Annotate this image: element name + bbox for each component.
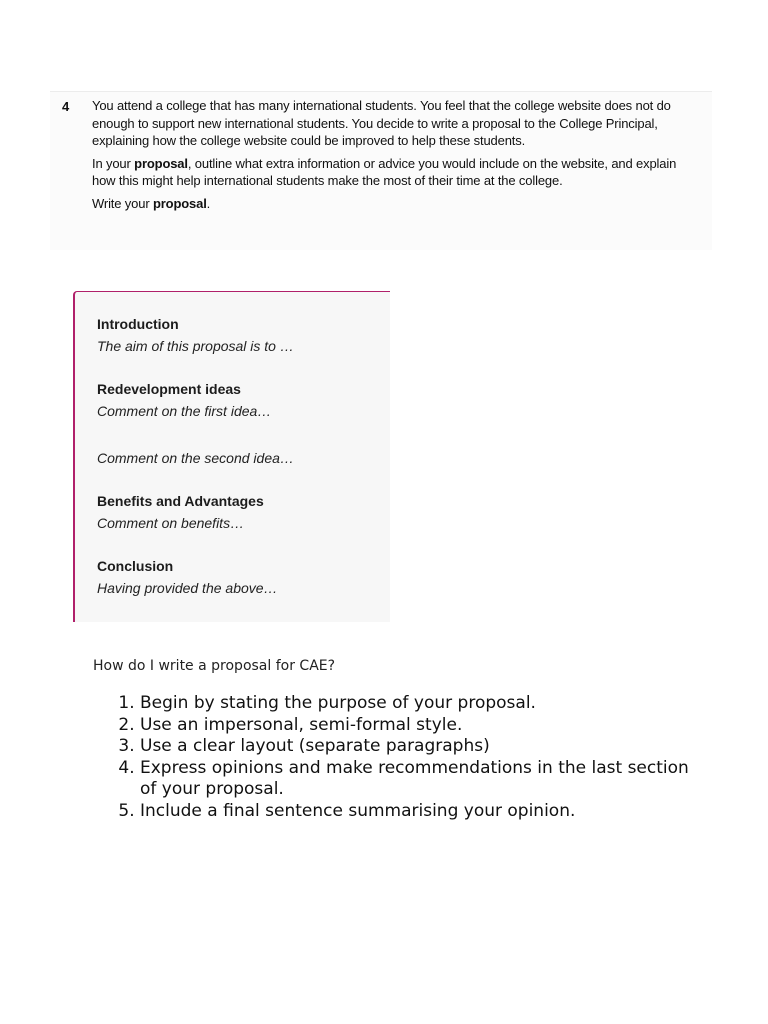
task-instruction-bold: proposal [152, 195, 207, 211]
step-item: 2. Use an impersonal, semi-formal style. [140, 715, 700, 737]
task-paragraph-2-rest: , outline what extra information or advice you would include on the website, and explain how this might help international students make the most of their time at the college. [92, 155, 677, 188]
task-instruction [92, 195, 682, 213]
task-instruction-end: . [206, 195, 211, 211]
task-paragraph-1: You attend a college that has many international students. You feel that the college website does not do enough to support new international students. You decide to write a proposal to the College Principal, explaining how the college website could be improved to help these students. [92, 98, 671, 148]
outline-sections [97, 314, 382, 598]
task-instruction-lead: Write your [92, 195, 153, 211]
task-paragraph-2-bold: proposal [134, 155, 188, 171]
outline-hint-introduction: The aim of this proposal is to … [97, 338, 294, 354]
proposal-outline-card [73, 291, 390, 622]
outline-heading-conclusion: Conclusion [97, 558, 174, 574]
task-prompt-block [50, 91, 712, 250]
outline-hint-conclusion: Having provided the above… [97, 580, 278, 596]
outline-heading-benefits: Benefits and Advantages [97, 493, 264, 509]
outline-hint-benefits: Comment on benefits… [97, 515, 245, 531]
task-paragraph-2 [92, 155, 682, 190]
step-item: 1. Begin by stating the purpose of your proposal. [140, 693, 700, 715]
task-text [92, 97, 682, 217]
outline-heading-introduction: Introduction [97, 316, 179, 332]
step-item: 4. Express opinions and make recommendations in the last section of your proposal. [140, 758, 700, 801]
outline-hint-second-idea: Comment on the second idea… [97, 450, 294, 466]
step-item: 5. Include a final sentence summarising your opinion. [140, 801, 700, 823]
outline-heading-redevelopment: Redevelopment ideas [97, 381, 241, 397]
task-number: 4 [62, 99, 70, 114]
step-item: 3. Use a clear layout (separate paragraphs) [140, 736, 700, 758]
task-paragraph-2-lead: In your [92, 155, 135, 171]
steps-list [116, 693, 700, 822]
question-text: How do I write a proposal for CAE? [93, 658, 336, 674]
outline-hint-first-idea: Comment on the first idea… [97, 403, 272, 419]
